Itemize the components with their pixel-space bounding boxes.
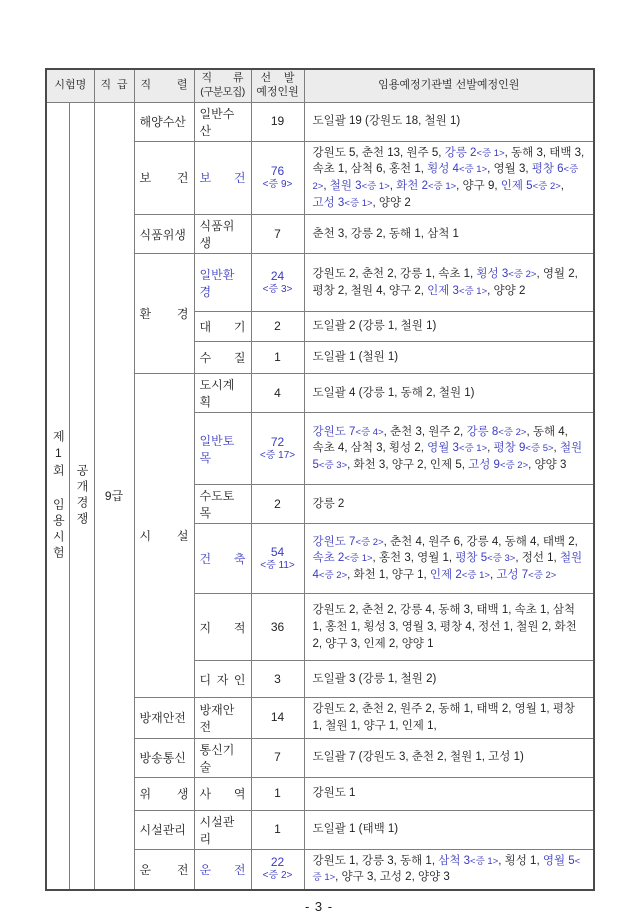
agency-text: 도일괄 7 (강원도 3, 춘천 2, 철원 1, 고성 1) (312, 751, 524, 764)
count-value: 24 (270, 268, 285, 283)
count-increase-note: <증 17> (259, 449, 296, 461)
series-cell: 해양수산 (134, 102, 194, 141)
col-header-count-line1: 선 발 (260, 72, 295, 84)
increase-note: <증 1> (344, 197, 373, 209)
agency-text: , 화천 1, 양구 1, (347, 569, 430, 582)
count-cell (251, 141, 304, 215)
count-cell (251, 102, 304, 141)
agency-cell (304, 777, 594, 810)
class-cell: 도시계획 (194, 374, 251, 413)
agency-cell (304, 810, 594, 849)
agency-cell (304, 738, 594, 777)
series-cell: 방송통신 (134, 738, 194, 777)
agency-text: , (323, 179, 330, 192)
table-header (46, 69, 594, 102)
count-cell (251, 312, 304, 342)
class-cell: 일반토목 (194, 413, 251, 485)
class-cell: 수도토목 (194, 485, 251, 524)
grade-cell: 9급 (94, 102, 134, 890)
class-cell: 시설관리 (194, 810, 251, 849)
class-cell: 사 역 (194, 777, 251, 810)
count-cell (251, 594, 304, 661)
count-value: 1 (274, 350, 281, 365)
agency-text: 고성 3 (312, 196, 345, 209)
count-cell (251, 254, 304, 312)
increase-note: <증 2> (532, 180, 561, 192)
increase-note: <증 2> (528, 570, 557, 582)
agency-cell (304, 374, 594, 413)
agency-text: , 동해 4, 속초 4, 삼척 3, 횡성 2, (312, 425, 568, 455)
col-header-class (194, 69, 251, 102)
series-cell: 시 설 (134, 374, 194, 698)
agency-text: 강릉 2 (312, 497, 345, 510)
recruitment-table (45, 68, 595, 891)
agency-text: , 횡성 1, (498, 854, 543, 867)
increase-note: <증 1> (312, 855, 581, 884)
agency-cell (304, 312, 594, 342)
increase-note: <증 4> (355, 426, 384, 438)
col-header-exam-name: 시험명 (46, 69, 94, 102)
count-value: 4 (274, 385, 281, 400)
class-cell: 수 질 (194, 342, 251, 374)
agency-text: 강릉 8 (466, 425, 499, 438)
agency-text: 강원도 1, 강릉 3, 동해 1, (312, 854, 439, 867)
recruit-type-cell (69, 102, 94, 890)
count-cell (251, 342, 304, 374)
agency-text: , 양양 3 (528, 459, 567, 472)
agency-cell (304, 485, 594, 524)
series-cell: 식품위생 (134, 215, 194, 254)
count-value: 2 (274, 319, 281, 334)
count-cell (251, 849, 304, 890)
agency-text: , 동해 3, 태백 3, 속초 1, 삼척 6, 홍천 1, (312, 146, 585, 176)
series-cell: 환 경 (134, 254, 194, 374)
count-value: 7 (274, 226, 281, 241)
agency-cell (304, 141, 594, 215)
agency-text: , 양구 9, (456, 179, 501, 192)
agency-cell (304, 102, 594, 141)
header-row (46, 69, 594, 102)
agency-cell (304, 215, 594, 254)
series-cell: 방재안전 (134, 698, 194, 738)
increase-note: <증 1> (427, 180, 457, 192)
count-value: 1 (274, 822, 281, 837)
increase-note: <증 1> (458, 164, 488, 176)
increase-note: <증 3> (487, 553, 516, 565)
count-cell (251, 485, 304, 524)
count-value: 54 (270, 544, 285, 559)
agency-text: , (487, 442, 494, 455)
col-header-agency: 임용예정기관별 선발예정인원 (304, 69, 594, 102)
agency-text: 영월 5 (542, 854, 575, 867)
page-number: - 3 - (304, 898, 334, 914)
agency-cell (304, 594, 594, 661)
col-header-count-line2: 예정인원 (256, 85, 299, 98)
agency-text: 도일괄 2 (강릉 1, 철원 1) (312, 320, 437, 333)
increase-note: <증 1> (344, 553, 373, 565)
class-cell: 건 축 (194, 524, 251, 594)
series-cell: 운 전 (134, 849, 194, 890)
agency-text: , 춘천 4, 원주 6, 강릉 4, 동해 4, 태백 2, (383, 535, 578, 548)
count-value: 7 (274, 750, 281, 765)
agency-text: 인제 2 (429, 569, 462, 582)
agency-text: 삼척 3 (438, 854, 471, 867)
count-value: 1 (274, 786, 281, 801)
agency-text: 강원도 7 (312, 535, 356, 548)
increase-note: <증 2> (318, 570, 348, 582)
class-cell: 일반수산 (194, 102, 251, 141)
count-cell (251, 810, 304, 849)
class-cell: 방재안전 (194, 698, 251, 738)
increase-note: <증 1> (461, 570, 490, 582)
count-value: 2 (274, 496, 281, 511)
agency-text: 도일괄 1 (철원 1) (312, 351, 399, 364)
col-header-class-line2: (구분모집) (200, 86, 245, 99)
increase-note: <증 3> (318, 460, 348, 472)
agency-text: , (553, 442, 560, 455)
agency-cell (304, 849, 594, 890)
count-value: 36 (270, 619, 285, 634)
count-value: 76 (270, 164, 285, 179)
increase-note: <증 1> (361, 180, 390, 192)
agency-cell (304, 661, 594, 698)
agency-text: , 양구 3, 고성 2, 양양 3 (335, 871, 450, 884)
increase-note: <증 1> (458, 285, 488, 297)
count-value: 22 (270, 855, 285, 870)
agency-text: 속초 2 (312, 552, 345, 565)
class-cell: 대 기 (194, 312, 251, 342)
agency-text: 강릉 2 (444, 146, 477, 159)
agency-text: 도일괄 19 (강원도 18, 철원 1) (312, 115, 461, 128)
count-increase-note: <증 2> (262, 870, 293, 882)
agency-text: 평창 9 (493, 442, 526, 455)
agency-text: 도일괄 3 (강릉 1, 철원 2) (312, 672, 437, 685)
agency-text: 강원도 2, 춘천 2, 강릉 1, 속초 1, (312, 268, 477, 281)
exam-name-cell-text: 제1회 임용시험 (51, 429, 66, 562)
agency-text: , (489, 569, 497, 582)
count-cell (251, 738, 304, 777)
increase-note: <증 1> (458, 443, 488, 455)
agency-text: 철원 5 (312, 442, 583, 472)
agency-text: 인제 3 (427, 284, 459, 297)
increase-note: <증 2> (508, 269, 537, 281)
increase-note: <증 1> (470, 855, 499, 867)
agency-text: 고성 7 (496, 569, 529, 582)
agency-cell (304, 524, 594, 594)
agency-text: , (389, 179, 397, 192)
recruit-type-cell-text: 공개경쟁 (75, 463, 90, 528)
count-value: 14 (270, 710, 285, 725)
series-cell: 위 생 (134, 777, 194, 810)
increase-note: <증 2> (312, 164, 579, 192)
agency-text: 인제 5 (500, 179, 533, 192)
increase-note: <증 2> (498, 426, 527, 438)
count-cell (251, 698, 304, 738)
count-increase-note: <증 3> (262, 283, 293, 295)
agency-text: , 정선 1, (515, 552, 560, 565)
agency-text: 춘천 3, 강릉 2, 동해 1, 삼척 1 (312, 227, 459, 240)
count-value: 72 (270, 434, 285, 449)
agency-text: 강원도 2, 춘천 2, 원주 2, 동해 1, 태백 2, 영월 1, 평창 1, 철원 1, 양구 1, 인제 1, (312, 703, 576, 732)
series-cell: 보 건 (134, 141, 194, 215)
count-value: 3 (274, 671, 281, 686)
agency-text: 평창 5 (455, 552, 488, 565)
class-cell: 보 건 (194, 141, 251, 215)
agency-text: 강원도 2, 춘천 2, 강릉 4, 동해 3, 태백 1, 속초 1, 삼척 1, 홍천 1, 횡성 3, 영월 3, 평창 4, 정선 1, 철원 2, 화천 2, 양구 3, 인제 2, 양양 1 (312, 604, 577, 650)
increase-note: <증 1> (476, 147, 505, 159)
col-header-count (251, 69, 304, 102)
agency-text: 강원도 7 (312, 425, 356, 438)
agency-text: 도일괄 1 (태백 1) (312, 823, 399, 836)
increase-note: <증 2> (355, 536, 384, 548)
agency-cell (304, 254, 594, 312)
agency-cell (304, 698, 594, 738)
agency-text: 고성 9 (468, 459, 500, 472)
class-cell: 디 자 인 (194, 661, 251, 698)
series-cell: 시설관리 (134, 810, 194, 849)
count-cell (251, 777, 304, 810)
agency-text: 강원도 5, 춘천 13, 원주 5, (312, 146, 445, 159)
agency-text: , 춘천 3, 원주 2, (383, 425, 467, 438)
class-cell: 식품위생 (194, 215, 251, 254)
agency-text: 평창 6 (531, 163, 564, 176)
agency-text: 강원도 1 (312, 787, 356, 800)
agency-cell (304, 342, 594, 374)
count-increase-note: <증 11> (260, 559, 295, 571)
agency-cell (304, 413, 594, 485)
agency-text: , 화천 3, 양구 2, 인제 5, (347, 459, 469, 472)
table-row (46, 102, 594, 141)
agency-text: , 양양 2 (487, 284, 526, 297)
count-cell (251, 661, 304, 698)
agency-text: 철원 4 (312, 552, 583, 582)
increase-note: <증 2> (499, 460, 529, 472)
agency-text: , (560, 179, 564, 192)
count-cell (251, 215, 304, 254)
exam-name-cell (46, 102, 69, 890)
table-body (46, 102, 594, 890)
count-cell (251, 524, 304, 594)
agency-text: , 영월 3, (487, 163, 532, 176)
agency-text: 도일괄 4 (강릉 1, 동해 2, 철원 1) (312, 386, 475, 399)
agency-text: 횡성 4 (427, 163, 459, 176)
count-increase-note: <증 9> (262, 179, 293, 191)
agency-text: 화천 2 (396, 179, 428, 192)
agency-text: 영월 3 (427, 442, 459, 455)
class-cell: 일반환경 (194, 254, 251, 312)
agency-text: , 양양 2 (372, 196, 411, 209)
agency-text: 횡성 3 (476, 268, 509, 281)
increase-note: <증 5> (525, 443, 554, 455)
class-cell: 운 전 (194, 849, 251, 890)
count-cell (251, 374, 304, 413)
count-value: 19 (270, 114, 285, 128)
agency-text: , 영월 2, 평창 2, 철원 4, 양구 2, (312, 268, 578, 297)
class-cell: 지 적 (194, 594, 251, 661)
col-header-class-line1: 직 류 (201, 72, 244, 85)
count-cell (251, 413, 304, 485)
class-cell: 통신기술 (194, 738, 251, 777)
col-header-grade: 직 급 (94, 69, 134, 102)
col-header-series: 직 렬 (134, 69, 194, 102)
agency-text: 철원 3 (329, 179, 362, 192)
agency-text: , 홍천 3, 영월 1, (372, 552, 456, 565)
